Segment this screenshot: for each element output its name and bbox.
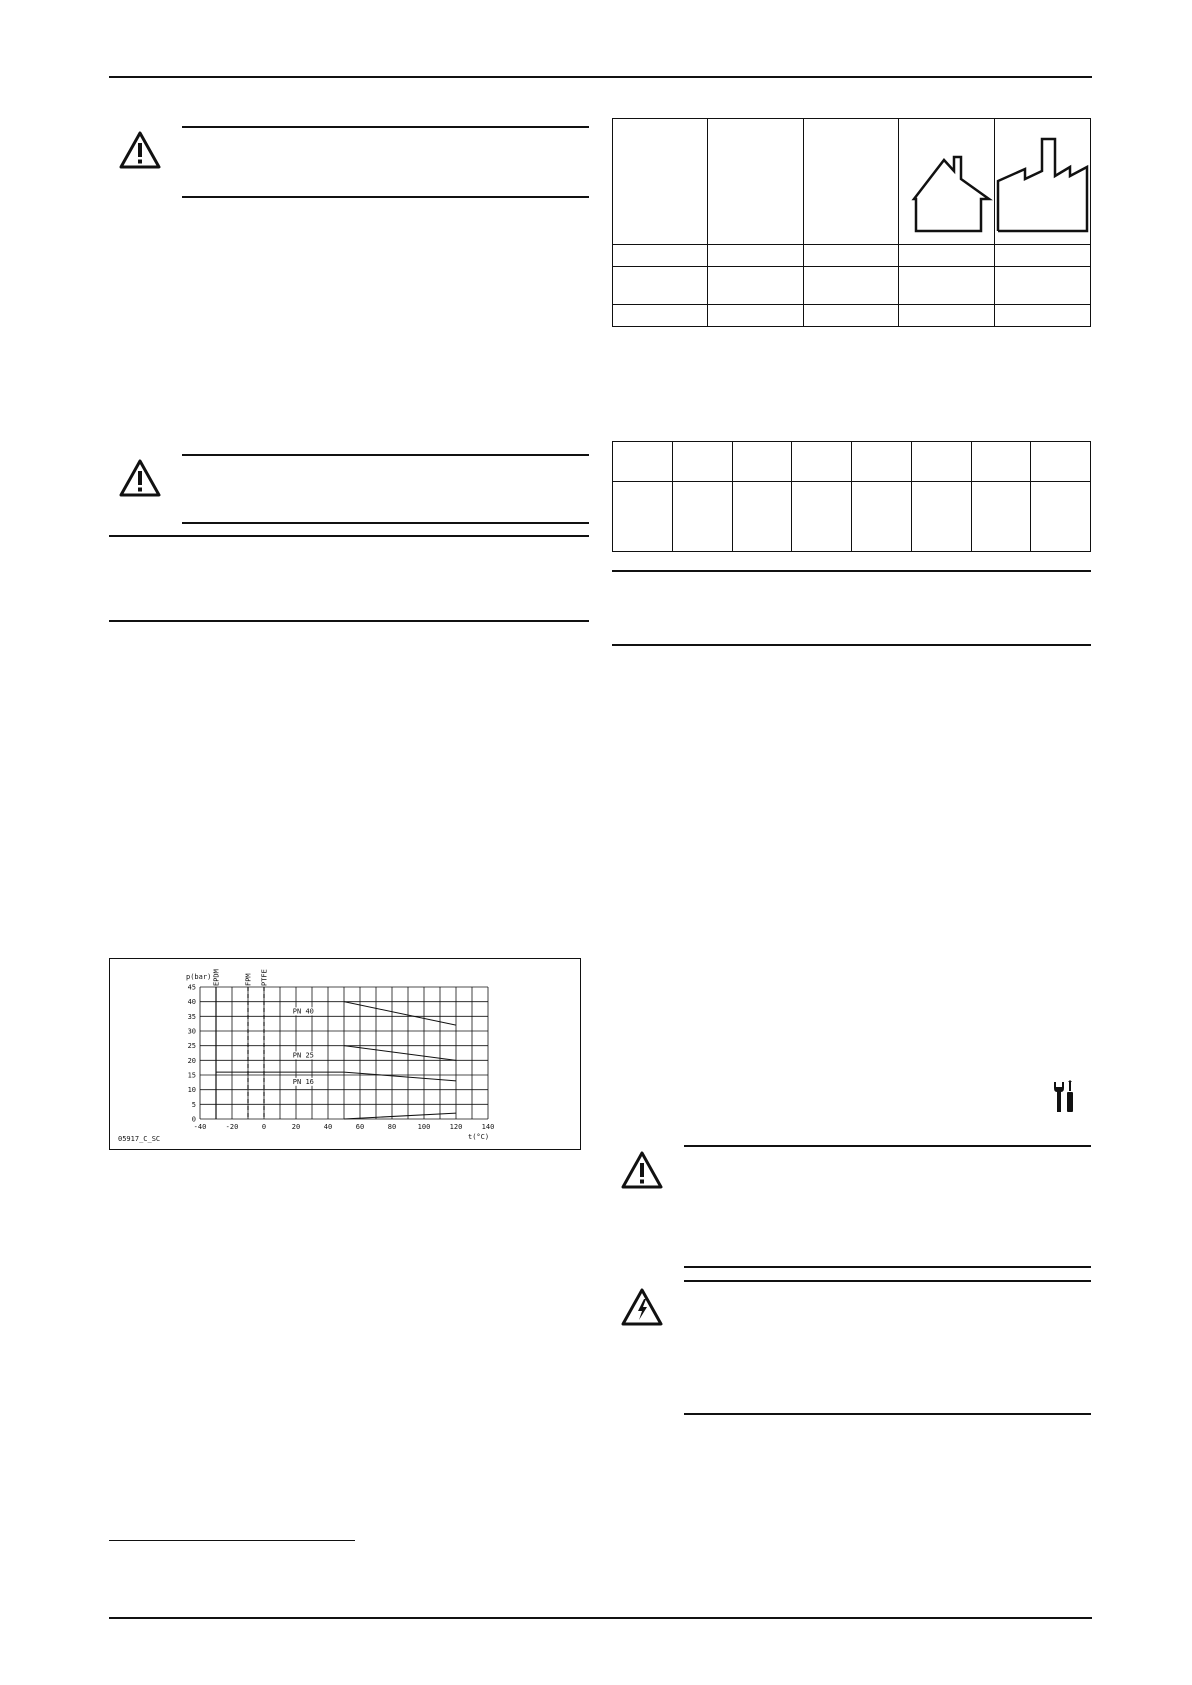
y-tick-label: 10 bbox=[187, 1086, 196, 1095]
note-bottom-rule bbox=[612, 644, 1091, 646]
y-tick-label: 40 bbox=[187, 998, 196, 1007]
series-label: PN 40 bbox=[292, 1007, 314, 1016]
table-cell bbox=[792, 442, 852, 482]
chart-canvas bbox=[110, 959, 580, 1149]
table-cell bbox=[803, 267, 898, 305]
warning-icon bbox=[118, 458, 162, 498]
y-tick-label: 5 bbox=[191, 1100, 196, 1109]
series-line bbox=[344, 1046, 456, 1061]
warning-icon bbox=[620, 1150, 664, 1190]
table-cell bbox=[803, 305, 898, 327]
table-cell bbox=[708, 119, 803, 245]
table-cell bbox=[708, 245, 803, 267]
header-rule bbox=[109, 76, 1092, 78]
warning-bottom-rule bbox=[182, 196, 589, 198]
table-cell bbox=[613, 442, 673, 482]
table-cell bbox=[994, 305, 1090, 327]
warning-bottom-rule bbox=[684, 1266, 1091, 1268]
series-label: PN 25 bbox=[292, 1051, 314, 1060]
y-tick-label: 0 bbox=[191, 1115, 196, 1124]
factory-icon bbox=[995, 119, 1090, 239]
table-cell bbox=[1031, 482, 1091, 552]
table-cell bbox=[672, 482, 732, 552]
note-bottom-rule bbox=[109, 620, 589, 622]
y-tick-label: 35 bbox=[187, 1012, 196, 1021]
table-cell bbox=[803, 245, 898, 267]
note-top-rule bbox=[612, 570, 1091, 572]
pressure-temperature-chart bbox=[109, 958, 581, 1150]
table-cell bbox=[672, 442, 732, 482]
table-cell bbox=[898, 305, 994, 327]
footnote-rule bbox=[109, 1540, 355, 1541]
table-cell bbox=[971, 442, 1031, 482]
series-line bbox=[344, 1113, 456, 1119]
x-tick-label: -40 bbox=[193, 1123, 207, 1131]
table-cell bbox=[708, 267, 803, 305]
table-cell bbox=[613, 245, 708, 267]
x-tick-label: 0 bbox=[261, 1123, 267, 1131]
warning-top-rule bbox=[684, 1145, 1091, 1147]
series-line bbox=[216, 1072, 456, 1081]
y-axis-label: p(bar) bbox=[186, 973, 212, 981]
footer-rule bbox=[109, 1617, 1092, 1619]
warning-top-rule bbox=[182, 126, 589, 128]
table-cell bbox=[803, 119, 898, 245]
environment-table bbox=[612, 118, 1091, 327]
table-cell bbox=[732, 482, 792, 552]
table-cell bbox=[994, 245, 1090, 267]
hazard-bottom-rule bbox=[684, 1413, 1091, 1415]
hazard-top-rule bbox=[684, 1280, 1091, 1282]
note-top-rule bbox=[109, 535, 589, 537]
electrical-hazard-icon bbox=[620, 1287, 664, 1327]
warning-icon bbox=[118, 130, 162, 170]
material-marker-label: PTFE bbox=[260, 969, 269, 986]
data-table bbox=[612, 441, 1091, 552]
x-tick-label: 80 bbox=[387, 1123, 397, 1131]
table-cell bbox=[613, 482, 673, 552]
y-tick-label: 20 bbox=[187, 1056, 196, 1065]
y-tick-label: 30 bbox=[187, 1027, 196, 1036]
table-cell bbox=[852, 442, 912, 482]
y-tick-label: 15 bbox=[187, 1071, 196, 1080]
x-tick-label: 60 bbox=[355, 1123, 365, 1131]
table-cell bbox=[994, 119, 1090, 245]
table-cell bbox=[898, 267, 994, 305]
series-line bbox=[344, 1002, 456, 1025]
table-cell bbox=[792, 482, 852, 552]
x-tick-label: 140 bbox=[481, 1123, 495, 1131]
table-cell bbox=[898, 119, 994, 245]
table-cell bbox=[911, 442, 971, 482]
table-cell bbox=[613, 267, 708, 305]
y-tick-label: 45 bbox=[187, 983, 196, 992]
series-label: PN 16 bbox=[292, 1077, 314, 1086]
x-tick-label: 100 bbox=[417, 1123, 431, 1131]
table-cell bbox=[708, 305, 803, 327]
table-cell bbox=[613, 305, 708, 327]
x-tick-label: 120 bbox=[449, 1123, 463, 1131]
table-cell bbox=[1031, 442, 1091, 482]
x-tick-label: 40 bbox=[323, 1123, 333, 1131]
material-marker-label: FPM bbox=[244, 973, 253, 986]
material-marker-label: EPDM bbox=[212, 969, 221, 986]
warning-bottom-rule bbox=[182, 522, 589, 524]
warning-top-rule bbox=[182, 454, 589, 456]
y-tick-label: 25 bbox=[187, 1042, 196, 1051]
table-cell bbox=[911, 482, 971, 552]
table-cell bbox=[613, 119, 708, 245]
table-cell bbox=[898, 245, 994, 267]
house-icon bbox=[899, 119, 994, 239]
table-cell bbox=[732, 442, 792, 482]
table-cell bbox=[852, 482, 912, 552]
tools-icon bbox=[1052, 1080, 1076, 1114]
x-tick-label: -20 bbox=[225, 1123, 239, 1131]
figure-code: 05917_C_SC bbox=[118, 1135, 161, 1143]
x-axis-label: t(°C) bbox=[468, 1133, 490, 1141]
table-cell bbox=[994, 267, 1090, 305]
table-cell bbox=[971, 482, 1031, 552]
x-tick-label: 20 bbox=[291, 1123, 301, 1131]
